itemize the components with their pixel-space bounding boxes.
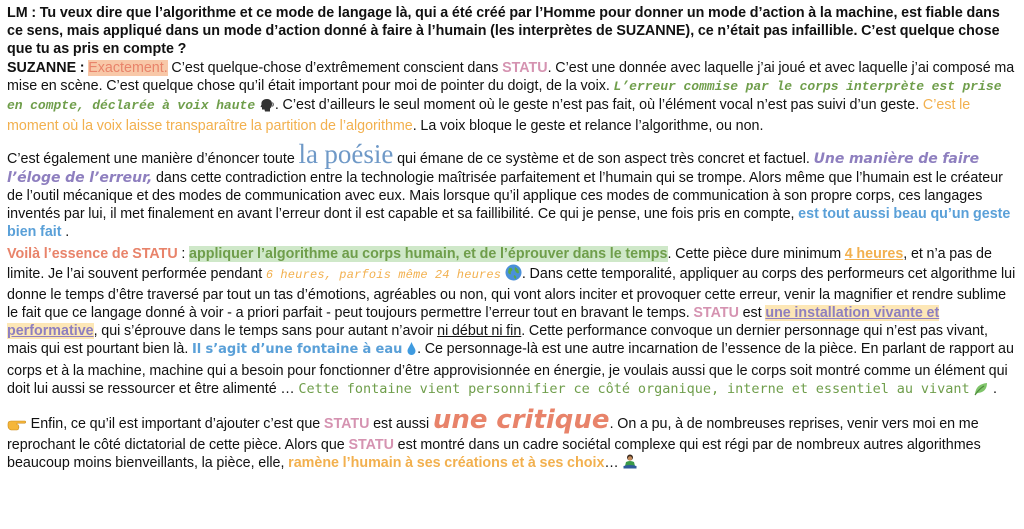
statu-label: STATU — [502, 59, 548, 76]
text-run: . C’est d’ailleurs le seul moment où le geste n’est pas fait, où l’élément vocal n’est pas suivi d’un geste. — [274, 97, 923, 114]
fontaine-phrase: Il s’agit d’une fontaine à eau — [191, 342, 403, 358]
text-run: C’est quelque-chose d’extrêmement conscient dans — [167, 59, 503, 76]
appliquer-highlight: appliquer l’algorithme au corps humain, et de l’éprouver dans le temps — [189, 246, 668, 263]
cette-fontaine-phrase: Cette fontaine vient personnifier ce côté organique, interne et essentiel au vivant — [298, 380, 970, 397]
essence-label: Voilà l’essence de STATU — [7, 246, 178, 263]
text-run: est montré dans un cadre sociétal complexe qui est régi par de nombreux autres algorithmes beaucoup moins bienveillants, la pièce, elle, — [7, 437, 981, 472]
speaking-head-icon — [259, 98, 275, 117]
text-run: : — [177, 246, 190, 263]
text-run: . — [61, 224, 70, 241]
text-run: . Cette performance convoque un dernier personnage qui n’est pas vivant, mais qui est pourtant bien là. — [7, 323, 988, 358]
six-heures-phrase: 6 heures, parfois même 24 heures — [265, 267, 502, 282]
person-meditating-icon — [622, 454, 638, 475]
leaf-icon — [973, 381, 989, 401]
document-body — [7, 4, 1019, 476]
text-run: , qui s’éprouve dans le temps sans pour autant n’avoir — [93, 323, 438, 340]
erreur-quote: L’erreur commise par le corps interprète est prise en compte, déclarée à voix haute — [7, 78, 1002, 114]
text-run: … — [604, 455, 623, 472]
text-run: , et n’a pas de limite. Je l’ai souvent performée pendant — [7, 246, 992, 282]
speaker-suzanne: SUZANNE : — [7, 59, 85, 76]
text-run: . On a pu, à de nombreuses reprises, venir vers moi en me reprochant le côté dictatorial de cette pièce. Alors que — [7, 416, 979, 454]
poesie-paragraph — [7, 139, 1019, 241]
statu-label: STATU — [348, 437, 394, 454]
installation-highlight: une installation vivante et performative — [7, 305, 940, 340]
speaker-lm: LM : — [7, 5, 37, 21]
text-run: C’est également une manière d’énoncer toute — [7, 151, 299, 168]
text-run: . C’est une donnée avec laquelle j’ai joué et avec laquelle j’ai composé ma mise en scène. C’est quelque chose qu’il était important pour moi de pointer du doigt, de la voix. — [7, 59, 1015, 94]
text-run: . La voix bloque le geste et relance l’algorithme, ou non. — [412, 118, 764, 135]
text-run: . Cette pièce dure minimum — [667, 246, 845, 263]
answer-paragraph — [7, 59, 1019, 136]
critique-heading: une critique — [432, 405, 610, 436]
poesie-heading: la poésie — [298, 139, 394, 170]
text-run: est aussi — [369, 416, 433, 433]
critique-paragraph — [7, 405, 1019, 476]
statu-label: STATU — [323, 416, 370, 433]
droplet-icon — [406, 341, 417, 361]
text-run: . Dans cette temporalité, appliquer au corps des performeurs cet algorithme lui donne le temps d’être traversé par tout un tas d’émotions, agréables ou non, qui vont alors inciter et provoquer cette erreur, venir la magnifier et rendre sublime le fait que ce langage donné à voir - a priori parfait - peut toujours permettre l’erreur tout en bravant le temps. — [7, 265, 1016, 322]
question-paragraph — [7, 4, 1019, 59]
eloge-phrase: Une manière de faire l’éloge de l’erreur, — [7, 151, 980, 186]
heures-label: 4 heures — [844, 246, 904, 263]
beau-phrase: est tout aussi beau qu’un geste bien fait — [7, 206, 1011, 241]
question-text: Tu veux dire que l’algorithme et ce mode de langage là, qui a été créé par l’Homme pour donner un mode d’action à la machine, est fiable dans ce sens, mais appliqué dans un mode d’action donné à faire à l’humain (les interprètes de SUZANNE), ce n’était pas infaillible. C’est quelque chose que tu as pris en compte ? — [7, 5, 1000, 58]
text-run: Enfin, ce qu’il est important d’ajouter c’est que — [27, 416, 324, 433]
pointing-hand-icon — [7, 418, 27, 436]
text-run: est — [738, 305, 766, 322]
ramene-phrase: ramène l’humain à ses créations et à ses choix — [288, 455, 605, 472]
statu-label: STATU — [693, 305, 739, 322]
text-run: dans cette contradiction entre la technologie maîtrisée parfaitement et l’humain qui se trompe. Alors même que l’humain est le créateur de l’outil mécanique et des modes de communication avec eux. Mais lorsque qu’il applique ces modes de communication à son propre corps, ces langages inventés par lui, il met finalement en avant l’erreur dont il est capable et sa faillibilité. Ce qui je pense, une fois pris en compte, — [7, 169, 1003, 223]
voix-phrase: C’est le moment où la voix laisse transparaître la partition de l’algorithme — [7, 97, 971, 135]
text-run: . Ce personnage-là est une autre incarnation de l’essence de la pièce. En parlant de rapport au corps et à la machine, machine qui a besoin pour fonctionner d’être approvisionnée en énergie, je voulais aussi que le corps soit montré comme un élément qui doit lui aussi se ressourcer et être alimenté … — [7, 341, 1014, 397]
globe-icon — [505, 264, 522, 286]
text-run: qui émane de ce système et de son aspect très concret et factuel. — [393, 151, 814, 168]
essence-paragraph — [7, 245, 1019, 401]
highlight-exactement: Exactement. — [88, 59, 168, 76]
text-run: . — [989, 380, 997, 397]
nidebut-underline: ni début ni fin — [437, 323, 522, 340]
